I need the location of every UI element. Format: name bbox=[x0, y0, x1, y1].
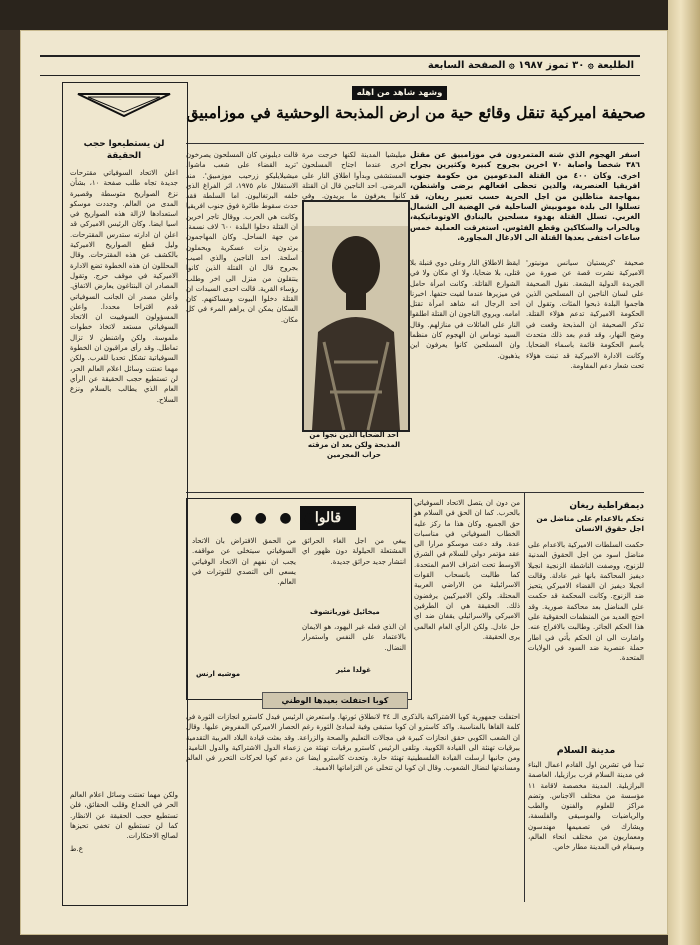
story-column-b bbox=[302, 150, 406, 201]
story-column-b-text: ميليشيا المدينة لكنها خرجت مرة اخرى عندما اجتاح المسلحون المستشفى وبدأوا اطلاق النار على المرضى. احد الناجين قال ان القتلة كانوا يعرفون ما يريدون. وفي bbox=[302, 151, 406, 201]
story-column-c-text: ايقظ الاطلاق النار وعلى دوي قنبلة بلا قتلى، بلا ضحايا، ولا اي مكان ولا في الشوارع القاتلة. وكانت امرأة حامل في ميزيرها عندما لقيت حتفها. اخبرنا احد الرجال انه شاهد امرأة تقتل امامه. ويروي الناجون ان القتلة اطلقوا النار على العائلات في منازلهم. وقال السيد توماس ان الهجوم كان منظما وان المسلحين كانوا يعرفون اين يذهبون. bbox=[410, 259, 520, 360]
sidebar-lower-block bbox=[70, 790, 178, 898]
headline-rule bbox=[186, 143, 644, 144]
right-column-rule bbox=[524, 492, 525, 902]
victim-photo bbox=[302, 200, 410, 432]
story-column-a bbox=[186, 150, 298, 490]
cuba-title: كوبا احتفلت بعيدها الوطني bbox=[262, 692, 408, 709]
masthead-text: الطليعة ۞ ٣٠ تموز ١٩٨٧ ۞ الصفحة السابعة bbox=[427, 60, 634, 71]
cuba-text: احتفلت جمهورية كوبا الاشتراكية بالذكرى الـ ٣٤ لانطلاق ثورتها. واستعرض الرئيس فيدل كاسترو انجازات الثورة في كلمة القاها بالمناسبة. واكد كاسترو ان كوبا ستبقى وفية لمبادئ الثورة رغم الحصار الاميركي المفروض عليها. وقال ان الشعب الكوبي حقق انجازات كبيرة في مجالات التعليم والصحة والزراعة. وقد بعثت قيادة البلاد العربية التقدمية ببرقيات تهنئة الى القيادة الكوبية. وتلقى الرئيس كاسترو برقيات تهنئة من زعماء الدول الاشتراكية والدول النامية. ومن جانبها ارسلت القيادة الفلسطينية تهنئة حارة. وتحدث كاسترو ايضا عن دعم كوبا لحركات التحرر في العالم ومساندتها لنضال الشعوب. وقال ان كوبا لن تتخلى عن التزاماتها الاممية. bbox=[186, 713, 520, 773]
sidebar-lower-text: ولكن مهما تعنتت وسائل اعلام العالم الحر في الخداع وقلب الحقائق، فلن تستطيع حجب الحقيقة عن الانظار. كما لن تستطيع ان تخفي تحيزها لصالح الاحتكارات. bbox=[70, 791, 178, 841]
quote2-text: يبغي من اجل الغاء الحرائق المشتعلة الحيلولة دون ظهور اي انتشار جديد حرائق جديدة. bbox=[302, 537, 406, 566]
quote2-author: ميخائيل غورباتشوف bbox=[310, 608, 380, 616]
sidebar-text: اعلن الاتحاد السوفياتي مقترحات جديدة تجاه طلب صفحة ١٠، بشأن نزع الصواريخ متوسطة وقصيرة المدى من العالم. وجددت موسكو استعدادها لازالة هذه الصواريخ في اسيا ايضا. وكان الرئيس الاميركي قد اعلن ان ادارته ستدرس المقترحات. وليل قطع الصواريخ الاميركية بالكشف عن هذه المقترحات. وقال المحللون ان هذه الخطوة تضع الادارة الاميركية في موقف حرج. وتقول المصادر ان البنتاغون يعارض الاتفاق. وأعلن مصدر ان الجانب السوفياتي قدم اقتراحا محددا. واعلن المسؤولون السوفييت ان الاتحاد السوفياتي مستعد لاتخاذ خطوات ملموسة. ولكن واشنطن لا تزال تماطل. وقد رأى مراقبون ان الخطوة السوفياتية تشكل تحديا للغرب. ولكن مهما تعنتت وسائل اعلام العالم الحر، لن تستطيع حجب الحقيقة عن الرأي العام الذي يطالب بالسلام ونزع السلاح. bbox=[70, 169, 178, 404]
story-bottom-rule bbox=[186, 492, 644, 493]
peace-city-text-block bbox=[528, 760, 644, 902]
quote3-text: ان الذي فعله غير اليهود، هو الايمان بالاعتماد على النفس واستمرار النضال. bbox=[302, 623, 406, 652]
quote-right bbox=[302, 536, 406, 606]
reagan-title: ديمقراطية ريغان bbox=[569, 501, 644, 511]
sidebar-text-block bbox=[70, 168, 178, 788]
story-column-c bbox=[410, 258, 520, 490]
quotes-dots: ● ● ● ● bbox=[230, 510, 321, 526]
quote1-text: من الحمق الافتراض بان الاتحاد السوفياتي سيتخلى عن مواقفه. يجب ان نفهم ان الاتحاد الوفياتي يسعى الى التصدي للتوترات في العالم. bbox=[192, 537, 296, 587]
page-masthead bbox=[40, 55, 640, 76]
quote1-author: موشيه ارنس bbox=[196, 670, 241, 678]
quote3-author: غولدا مئير bbox=[336, 666, 372, 674]
peace-city-text: تبدأ في تشرين اول القادم اعمال البناء في مدينة السلام قرب برازيليا، العاصمة البرازيلية. المدينة مخصصة لاقامة ١١ مؤسسة من مختلف الاجناس. وتضم مراكز للعلوم والفنون والطب والرياضيات والموسيقى والفلسفة، ويشارك في تصميمها مهندسون ومعماريون من مختلف انحاء العالم، وسيقام في المدينة مطار خاص. bbox=[528, 761, 644, 852]
story-kicker: وشهد شاهد من اهله bbox=[352, 86, 447, 100]
story-continuation-text: من دون ان يتصل الاتحاد السوفياتي بالحرب. كما ان الحق في السلام هو حق الجميع. وكان هذا ما ركز عليه الخطاب السوفياتي في مناسبات عدة. وقد دعت موسكو مرارا الى عقد مؤتمر دولي للسلام في الشرق الاوسط تحت اشراف الامم المتحدة. كما طالبت بانسحاب القوات الاسرائيلية من الاراضي العربية المحتلة. ولكن الاميركيين يرفضون ذلك. الحقيقة هي ان الطرفين الاميركي والاسرائيلي يقفان ضد اي حل عادل. ولكن الرأي العام العالمي يرى الحقيقة. bbox=[414, 499, 520, 641]
quote-left bbox=[192, 536, 296, 666]
victim-photo-image bbox=[304, 202, 408, 430]
reagan-text-block bbox=[528, 540, 644, 740]
sidebar-end-note: ع.ط bbox=[70, 845, 83, 854]
scan-top-margin bbox=[0, 0, 700, 30]
story-column-d-text: صحيفة 'كريستيان سيانس مونيتور' الاميركية نشرت قصة عن صورة من الجريدة الدولية البشعة. نقول الصحيفة على لسان الناجين ان المسلحين الذين هاجموا البلدة ذبحوا المئات. وتقول ان الحكومة الاميركية تدعم هؤلاء القتلة. تذكر الصحيفة ان المذبحة وقعت في وضح النهار، وقد قدم بعد ذلك متحدث باسم الحكومة قائمة باسماء الضحايا. وكانت الادارة الاميركية قد تبنت هؤلاء تحت شعار دعم المقاومة. bbox=[526, 259, 644, 370]
main-headline: صحيفة اميركية تنقل وقائع حية من ارض المذبحة الوحشية في موزامبيق bbox=[186, 103, 646, 122]
photo-caption: احد الضحايا الذين نجوا من المذبحة ولكن بعد ان مزقته حراب المجرمين bbox=[307, 431, 401, 459]
cuba-text-block bbox=[186, 712, 520, 902]
quotes-banner: قالوا bbox=[300, 506, 356, 530]
sidebar-title: لن يستطيعوا حجب الحقيقة bbox=[83, 139, 165, 161]
quote-right-lower bbox=[302, 622, 406, 662]
story-lead: اسفر الهجوم الذي شنه المتمردون في موزامبيق عن مقتل ٣٨٦ شخصا واصابة ٧٠ اخرين بجروح كبيرة وكثيرين بجراح اخرى. وكان ٤٠٠ من القتلة المدعومين من حكومة جنوب افريقيا العنصرية، والدين تحظى افعالهم برضى واشنطن، بمهاجمة مناظلين من اجل الحرية حسب تعبير ريغان، قد تسللوا الى بلدة موموبيش الساحلية في الهضبة الى الشمال الغربي. تسلل القتلة بهدوء مسلحين بالبنادق الاوتوماتيكية، وبالحراب والسكاكين وقطع الفئوس. استغرقت العملية خمس ساعات اختفى بعدها القتلة الى الادغال المجاورة. bbox=[410, 150, 641, 243]
story-column-d bbox=[526, 258, 644, 490]
peace-city-title: مدينة السلام bbox=[556, 745, 616, 756]
story-continuation bbox=[414, 498, 520, 686]
page-binding bbox=[668, 0, 700, 945]
story-column-a-text: قالت ديلبوني كان المسلحون يصرخون 'تريد القضاء على شعب ماشوا، ميشيلايليكو زرحيب موزمبيق'. منذ الاستقلال عام ١٩٧٥، اثر الفراغ الذي خلفه البرتغاليون. اما السلطة فقد حدث سقوط طائرة فوق جنوب افريقيا وكانت هي الحرب. ووقال تاجر اخرين ان القتلة دخلوا البلدة ٦٠٠ لاف نسمة، من جهة الساحل. وكان المهاجمون يرتدون بزات عسكرية ويحملون اسلحة. احد الناجين والذي اصيب بجروح قال ان القتلة الذين كانوا ينتقلون من منزل الى اخر وطلب رؤساء القرية. قالت احدى السيدات ان القتلة دخلوا البيوت ومساكنهم. كان السكان يمكن ان يراهم المرء في كل مكان. bbox=[186, 151, 298, 324]
chevron-ornament-icon bbox=[78, 94, 170, 118]
reagan-subtitle: تحكم بالاعدام على مناضل من اجل حقوق الانسان bbox=[536, 514, 644, 533]
reagan-text: حكمت السلطات الاميركية بالاعدام على مناضل اسود من اجل الحقوق المدنية للزنوج، ووصفت الناشطة الزنجية انجيلا ديفيز المحاكمة بانها غير عادلة. وقالت انجيلا ديفيز ان القضاء الاميركي يتحيز ضد الزنوج. وكانت المحكمة قد حكمت على المناضل بعد محاكمة صورية. وقد احتج العديد من المنظمات الحقوقية على هذا الحكم الجائر. وطالبت بالافراج عنه. واشارت الى ان الحكم يأتي في اطار حملة عنصرية ضد السود في الولايات المتحدة. bbox=[528, 541, 644, 663]
